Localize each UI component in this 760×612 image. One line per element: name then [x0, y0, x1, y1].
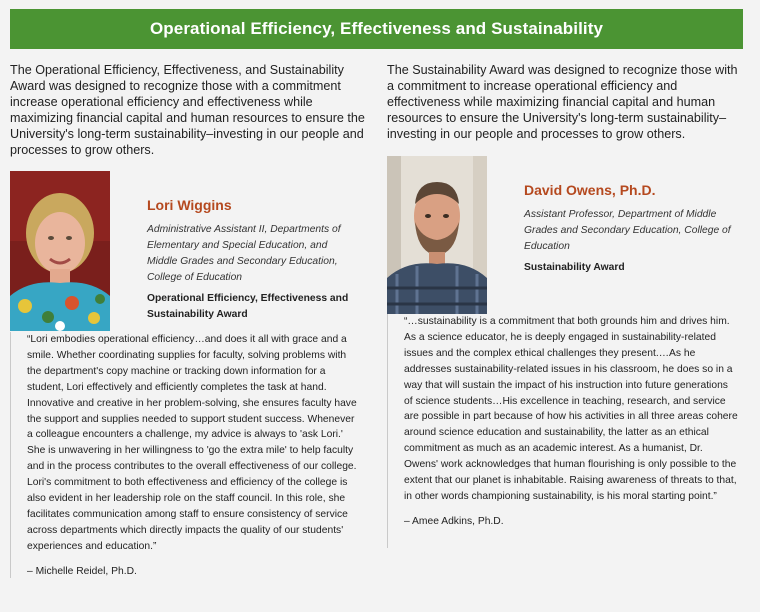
section-banner — [10, 9, 743, 49]
banner-title: Operational Efficiency, Effectiveness and Sustainability — [149, 19, 604, 38]
right-quote-box — [387, 314, 739, 548]
left-quote-box — [10, 332, 362, 578]
left-intro-paragraph: The Operational Efficiency, Effectiveness, and Sustainability Award was designed to recognize those with a commitment increase operational efficiency and effectiveness while maximizing financial capital and human resources to ensure the University's long-term sustainability–investing in our people and processes to grow others. — [10, 63, 365, 157]
quote-attribution: – Amee Adkins, Ph.D. — [404, 515, 504, 527]
lori-wiggins-photo — [10, 171, 110, 331]
left-profile — [10, 171, 366, 331]
nomination-quote: “…sustainability is a commitment that both grounds him and drives him. As a science educator, he is deeply engaged in sustainability-related issues and the complex ethical challenges they present.…As he addresses sustainability-related issues in his classroom, he does so in a way that will sustain the impact of his instruction into future generations of science students…His excellence in teaching, research, and service are possible in part because of how his activities in all three areas cohere around science education and sustainability, the latter as an ethical commitment as much as an academic interest. As a humanist, Dr. Owens' work acknowledges that human flourishing is only possible to the extent that our planet is inhabitable. Raising awareness of threats to that, in other words championing sustainability, is his moral starting point.” — [404, 316, 738, 502]
right-info — [524, 182, 734, 276]
left-info — [147, 197, 357, 323]
award-name: Operational Efficiency, Effectiveness and Sustainability Award — [147, 293, 349, 320]
awardee-name: Lori Wiggins — [147, 197, 232, 213]
nomination-quote: “Lori embodies operational efficiency…and does it all with grace and a smile. Whether coordinating supplies for faculty, solving problems with the department's copy machine or tracking down information for a student, Lori effectively and efficiently completes the task at hand. Innovative and creative in her problem-solving, she ensures faculty have the support and supplies needed to support student success. Whenever a colleague encounters a challenge, my advice is always to 'ask Lori.' She is unwavering in her willingness to 'go the extra mile' to help faculty and in the process contributes to the overall effectiveness of our college. Lori's commitment to both effectiveness and efficiency of the college is also evident in her leadership role on the staff council. In this role, she facilitates communication among staff to ensure consistency of service across departments which directly impacts the quality of our students' experiences and education.” — [27, 334, 357, 552]
awardee-title: Assistant Professor, Department of Middle Grades and Secondary Education, College of Education — [524, 209, 731, 252]
awardee-title: Administrative Assistant II, Departments of Elementary and Special Education, and Middle Grades and Secondary Education, College of Education — [147, 224, 341, 283]
left-column — [10, 62, 366, 577]
right-profile — [387, 156, 743, 314]
quote-attribution: – Michelle Reidel, Ph.D. — [27, 565, 137, 577]
right-intro-paragraph: The Sustainability Award was designed to recognize those with a commitment to increase operational efficiency and effectiveness while maximizing financial capital and human resources to ensure the University's long-term sustainability–investing in our people and processes to grow others. — [387, 63, 738, 141]
awardee-name: David Owens, Ph.D. — [524, 182, 656, 198]
david-owens-photo — [387, 156, 487, 314]
award-name: Sustainability Award — [524, 262, 625, 273]
right-column — [387, 62, 743, 527]
